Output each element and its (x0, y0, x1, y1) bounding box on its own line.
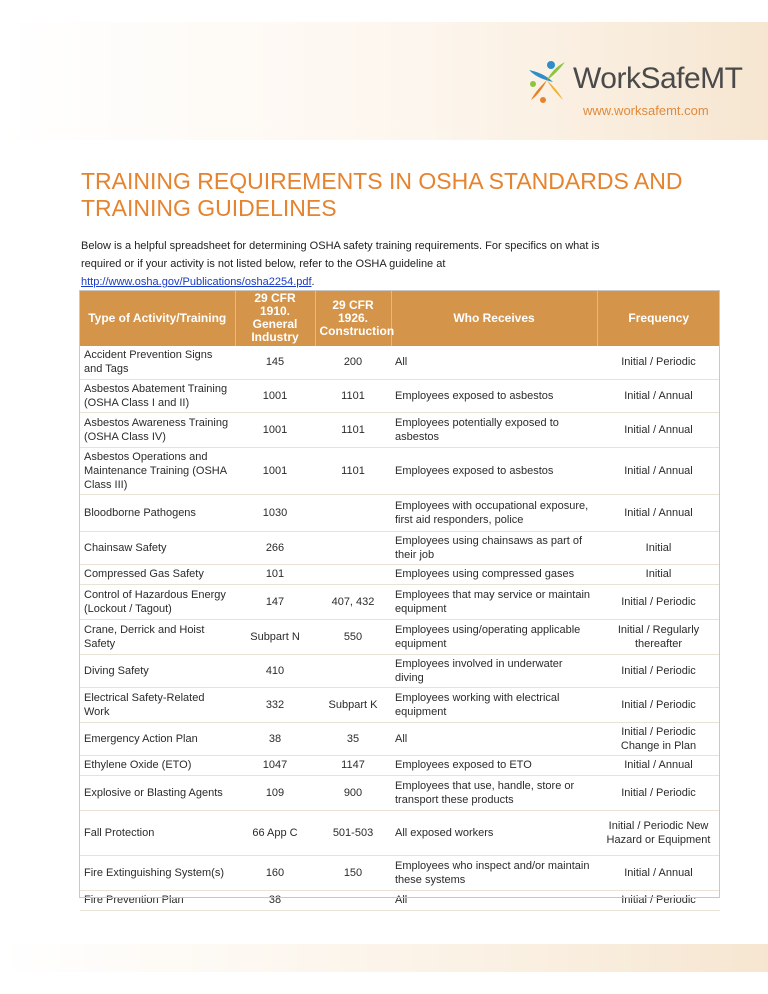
frequency-cell: Initial / Periodic (597, 346, 720, 379)
table-row (80, 346, 720, 379)
construction-cell (315, 531, 391, 564)
table-row (80, 810, 720, 855)
who-receives-cell: Employees exposed to asbestos (391, 447, 597, 494)
construction-cell (315, 654, 391, 687)
general-industry-cell: Subpart N (235, 619, 315, 654)
frequency-cell: Initial / Periodic Change in Plan (597, 722, 720, 755)
general-industry-cell: 332 (235, 687, 315, 722)
general-industry-cell: 1001 (235, 447, 315, 494)
who-receives-cell: Employees potentially exposed to asbestos (391, 412, 597, 447)
frequency-cell: Initial / Annual (597, 755, 720, 775)
activity-cell: Asbestos Operations and Maintenance Training (OSHA Class III) (80, 447, 235, 494)
header-construction: 29 CFR 1926. Construction (315, 290, 391, 346)
frequency-cell: Initial (597, 531, 720, 564)
who-receives-cell: Employees using compressed gases (391, 564, 597, 584)
activity-cell: Crane, Derrick and Hoist Safety (80, 619, 235, 654)
table-header-row (80, 290, 720, 346)
table-row (80, 564, 720, 584)
frequency-cell: Initial / Regularly thereafter (597, 619, 720, 654)
construction-cell: 200 (315, 346, 391, 379)
worksafemt-logo (523, 56, 743, 120)
table-row (80, 584, 720, 619)
general-industry-cell: 145 (235, 346, 315, 379)
who-receives-cell: Employees exposed to asbestos (391, 379, 597, 412)
construction-cell: 1101 (315, 379, 391, 412)
activity-cell: Compressed Gas Safety (80, 564, 235, 584)
who-receives-cell: All (391, 890, 597, 910)
construction-cell: 1101 (315, 412, 391, 447)
activity-cell: Accident Prevention Signs and Tags (80, 346, 235, 379)
frequency-cell: Initial / Periodic (597, 654, 720, 687)
general-industry-cell: 160 (235, 855, 315, 890)
frequency-cell: Initial / Annual (597, 494, 720, 531)
who-receives-cell: All (391, 722, 597, 755)
construction-cell: 900 (315, 775, 391, 810)
table-row (80, 755, 720, 775)
frequency-cell: Initial / Periodic New Hazard or Equipment (597, 810, 720, 855)
who-receives-cell: Employees using/operating applicable equipment (391, 619, 597, 654)
intro-text: Below is a helpful spreadsheet for determining OSHA safety training requirements. For specifics on what is required or if your activity is not listed below, refer to the OSHA guideline at (81, 240, 600, 270)
table-row (80, 775, 720, 810)
frequency-cell: Initial / Annual (597, 379, 720, 412)
activity-cell: Fire Extinguishing System(s) (80, 855, 235, 890)
brand-name: WorkSafeMT (573, 62, 743, 95)
activity-cell: Asbestos Awareness Training (OSHA Class IV) (80, 412, 235, 447)
table-row (80, 379, 720, 412)
activity-cell: Chainsaw Safety (80, 531, 235, 564)
construction-cell: 550 (315, 619, 391, 654)
who-receives-cell: All (391, 346, 597, 379)
general-industry-cell: 266 (235, 531, 315, 564)
frequency-cell: Initial / Periodic (597, 890, 720, 910)
general-industry-cell: 1047 (235, 755, 315, 775)
construction-cell: Subpart K (315, 687, 391, 722)
header-activity: Type of Activity/Training (80, 290, 235, 346)
general-industry-cell: 38 (235, 722, 315, 755)
brand-url[interactable]: www.worksafemt.com (583, 103, 709, 118)
table-row (80, 494, 720, 531)
who-receives-cell: Employees that may service or maintain equipment (391, 584, 597, 619)
activity-cell: Electrical Safety-Related Work (80, 687, 235, 722)
who-receives-cell: Employees that use, handle, store or transport these products (391, 775, 597, 810)
who-receives-cell: Employees with occupational exposure, first aid responders, police (391, 494, 597, 531)
activity-cell: Emergency Action Plan (80, 722, 235, 755)
general-industry-cell: 147 (235, 584, 315, 619)
frequency-cell: Initial / Annual (597, 447, 720, 494)
frequency-cell: Initial / Annual (597, 855, 720, 890)
header-who-receives: Who Receives (391, 290, 597, 346)
table-row (80, 722, 720, 755)
activity-cell: Explosive or Blasting Agents (80, 775, 235, 810)
activity-cell: Bloodborne Pathogens (80, 494, 235, 531)
activity-cell: Control of Hazardous Energy (Lockout / Tagout) (80, 584, 235, 619)
activity-cell: Ethylene Oxide (ETO) (80, 755, 235, 775)
frequency-cell: Initial / Annual (597, 412, 720, 447)
general-industry-cell: 1001 (235, 412, 315, 447)
general-industry-cell: 66 App C (235, 810, 315, 855)
activity-cell: Fall Protection (80, 810, 235, 855)
construction-cell: 407, 432 (315, 584, 391, 619)
activity-cell: Fire Prevention Plan (80, 890, 235, 910)
construction-cell: 1147 (315, 755, 391, 775)
table-row (80, 531, 720, 564)
construction-cell: 35 (315, 722, 391, 755)
construction-cell: 150 (315, 855, 391, 890)
table-row (80, 619, 720, 654)
general-industry-cell: 410 (235, 654, 315, 687)
who-receives-cell: Employees using chainsaws as part of their job (391, 531, 597, 564)
construction-cell: 1101 (315, 447, 391, 494)
who-receives-cell: Employees involved in underwater diving (391, 654, 597, 687)
who-receives-cell: Employees exposed to ETO (391, 755, 597, 775)
table-row (80, 654, 720, 687)
frequency-cell: Initial / Periodic (597, 584, 720, 619)
table-row (80, 447, 720, 494)
who-receives-cell: Employees working with electrical equipment (391, 687, 597, 722)
activity-cell: Diving Safety (80, 654, 235, 687)
general-industry-cell: 109 (235, 775, 315, 810)
construction-cell (315, 890, 391, 910)
table-row (80, 890, 720, 910)
table-row (80, 687, 720, 722)
page-title: TRAINING REQUIREMENTS IN OSHA STANDARDS AND TRAINING GUIDELINES (81, 168, 683, 221)
activity-cell: Asbestos Abatement Training (OSHA Class I and II) (80, 379, 235, 412)
general-industry-cell: 101 (235, 564, 315, 584)
header-frequency: Frequency (597, 290, 720, 346)
footer-band (0, 944, 768, 972)
osha-guideline-link[interactable]: http://www.osha.gov/Publications/osha2254.pdf (81, 276, 312, 288)
header-general-industry: 29 CFR 1910. General Industry (235, 290, 315, 346)
construction-cell (315, 494, 391, 531)
intro-paragraph (81, 237, 641, 291)
general-industry-cell: 38 (235, 890, 315, 910)
frequency-cell: Initial / Periodic (597, 687, 720, 722)
who-receives-cell: All exposed workers (391, 810, 597, 855)
frequency-cell: Initial (597, 564, 720, 584)
table-row (80, 412, 720, 447)
frequency-cell: Initial / Periodic (597, 775, 720, 810)
intro-end: . (311, 276, 315, 288)
general-industry-cell: 1001 (235, 379, 315, 412)
training-requirements-table (80, 290, 720, 911)
who-receives-cell: Employees who inspect and/or maintain these systems (391, 855, 597, 890)
worksafemt-logo-icon (523, 56, 571, 104)
table-row (80, 855, 720, 890)
construction-cell (315, 564, 391, 584)
construction-cell: 501-503 (315, 810, 391, 855)
general-industry-cell: 1030 (235, 494, 315, 531)
